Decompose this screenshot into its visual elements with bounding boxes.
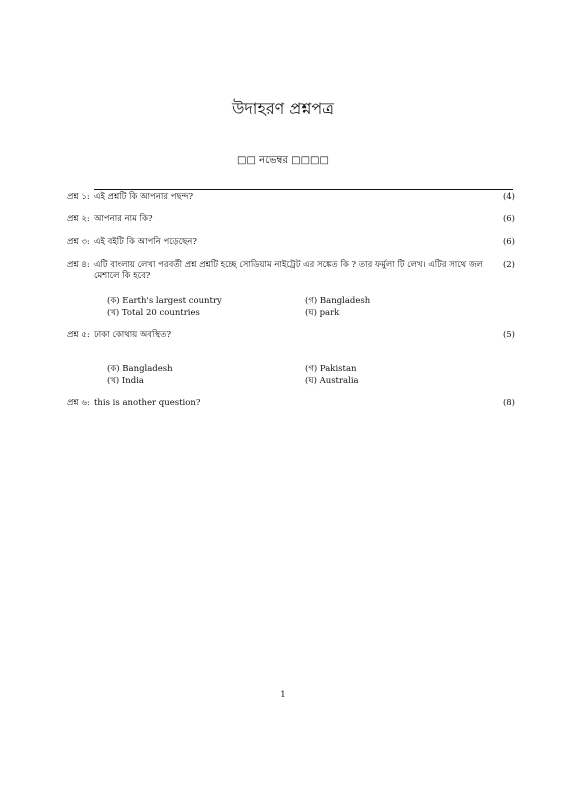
option-ga: (গ) Bangladesh xyxy=(305,296,371,306)
question-marks: (5) xyxy=(502,330,515,340)
option-gha: (ঘ) Australia xyxy=(305,376,359,386)
option-ka: (ক) Bangladesh xyxy=(107,364,173,374)
option-ga: (গ) Pakistan xyxy=(305,364,357,374)
question-text: আপনার নাম কি? xyxy=(94,214,153,224)
question-marks: (2) xyxy=(502,260,515,270)
question-marks: (8) xyxy=(502,398,515,408)
document-title: উদাহরণ প্রশ্নপত্র xyxy=(231,99,335,118)
option-kha: (খ) India xyxy=(107,376,144,386)
question-marks: (6) xyxy=(502,237,515,247)
question-text: এই বইটি কি আপনি পড়েছেন? xyxy=(94,237,197,247)
question-label: প্রশ্ন ২: xyxy=(67,214,90,224)
question-label: প্রশ্ন ১: xyxy=(67,192,90,202)
question-label: প্রশ্ন ৫: xyxy=(67,330,90,340)
question-text: এই প্রশ্নটি কি আপনার পছন্দ? xyxy=(94,192,194,202)
question-marks: (4) xyxy=(502,192,515,202)
document-date: □□ নভেম্বর □□□□ xyxy=(237,155,329,166)
page-number: 1 xyxy=(280,690,286,700)
header-rule xyxy=(94,189,513,190)
question-label: প্রশ্ন ৩: xyxy=(67,237,90,247)
question-text: ঢাকা কোথায় অবস্থিত? xyxy=(94,330,172,340)
question-marks: (6) xyxy=(502,214,515,224)
question-text: this is another question? xyxy=(94,398,201,408)
question-label: প্রশ্ন ৪: xyxy=(67,260,90,270)
option-kha: (খ) Total 20 countries xyxy=(107,308,200,318)
option-gha: (ঘ) park xyxy=(305,308,340,318)
question-text: এটি বাংলায় লেখা পরবর্তী প্রশ্ন প্রশ্নটি হচ্ছে সোডিয়াম নাইট্রেট এর সঙ্কেত কি ? তার ফর্মুলা টি লেখ। এটির সাথে জল মেশালে কি হবে? xyxy=(94,260,483,281)
option-ka: (ক) Earth's largest country xyxy=(107,296,222,306)
question-label: প্রশ্ন ৬: xyxy=(67,398,90,408)
